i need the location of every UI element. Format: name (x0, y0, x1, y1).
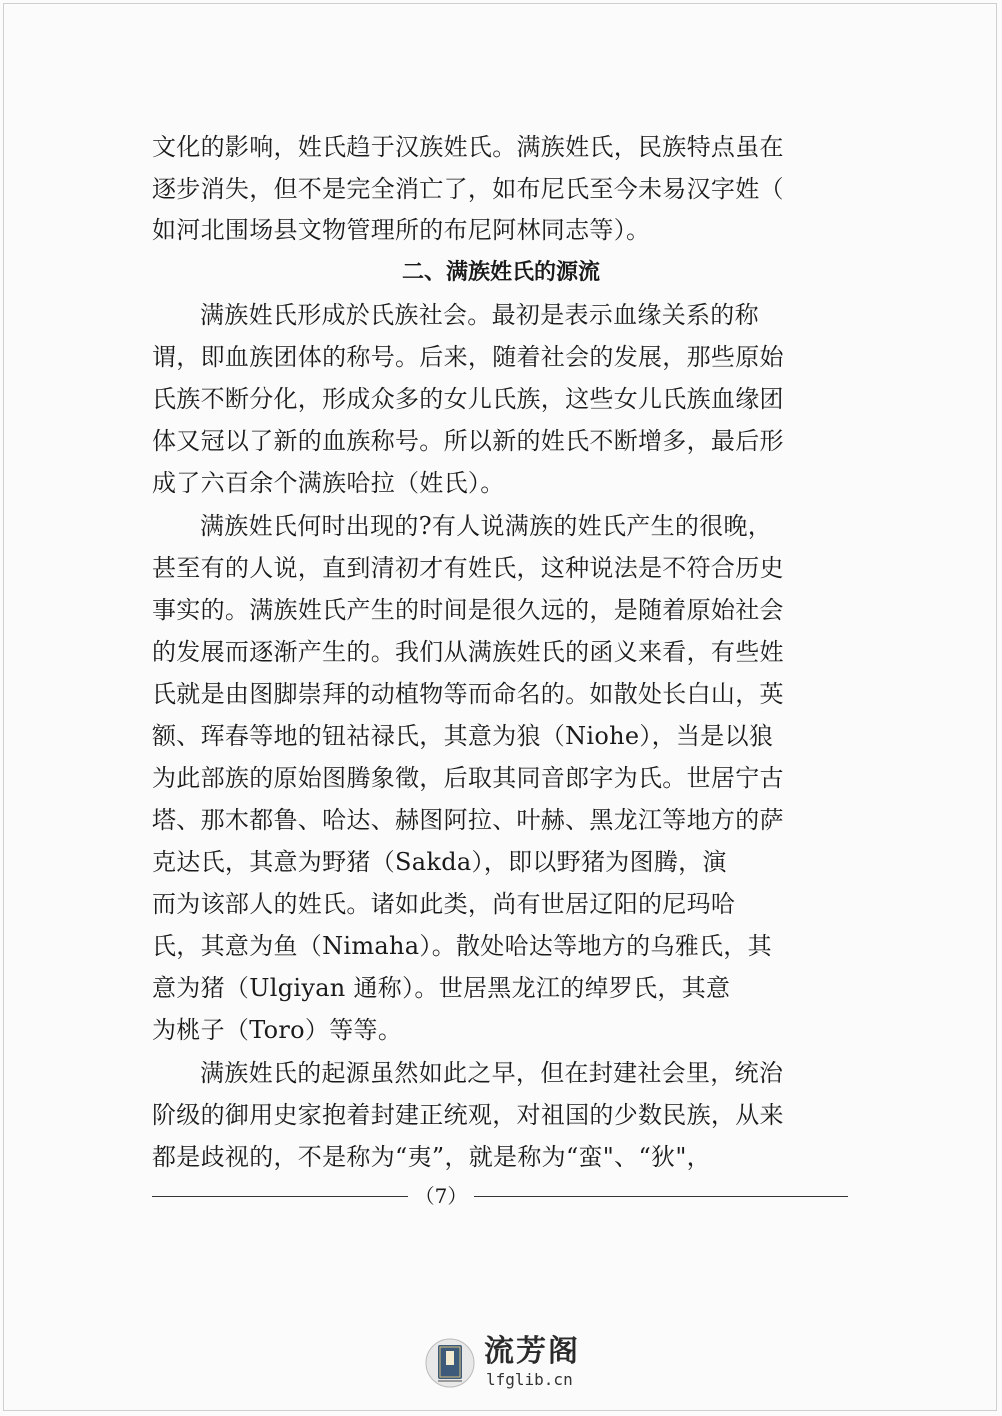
text-line: 事实的。满族姓氏产生的时间是很久远的，是随着原始社会 (152, 596, 784, 624)
book-icon (424, 1337, 476, 1389)
logo-en-text: lfglib.cn (486, 1370, 573, 1389)
text-line: 文化的影响，姓氏趋于汉族姓氏。满族姓氏，民族特点虽在 (152, 133, 784, 161)
text-line: 如河北围场县文物管理所的布尼阿林同志等）。 (152, 216, 651, 244)
text-line: 满族姓氏的起源虽然如此之早，但在封建社会里，统治 (200, 1059, 784, 1087)
text-line: 而为该部人的姓氏。诸如此类，尚有世居辽阳的尼玛哈 (152, 890, 736, 918)
footer-rule-right (474, 1196, 848, 1197)
text-line: 为此部族的原始图腾象徵，后取其同音郎字为氏。世居宁古 (152, 764, 784, 792)
text-line: 谓，即血族团体的称号。后来，随着社会的发展，那些原始 (152, 343, 784, 371)
site-logo (424, 1335, 584, 1391)
page-number: （7） (414, 1184, 468, 1208)
text-line: 氏就是由图脚崇拜的动植物等而命名的。如散处长白山，英 (152, 680, 784, 708)
text-line: 为桃子（Toro）等等。 (152, 1016, 403, 1044)
text-line: 塔、那木都鲁、哈达、赫图阿拉、叶赫、黑龙江等地方的萨 (152, 806, 784, 834)
text-line: 逐步消失，但不是完全消亡了，如布尼氏至今未易汉字姓（ (152, 175, 784, 203)
text-line: 满族姓氏形成於氏族社会。最初是表示血缘关系的称 (200, 301, 759, 329)
text-line: 甚至有的人说，直到清初才有姓氏，这种说法是不符合历史 (152, 554, 784, 582)
text-line: 额、珲春等地的钮祜禄氏，其意为狼（Niohe），当是以狼 (152, 722, 774, 750)
text-line: 的发展而逐渐产生的。我们从满族姓氏的函义来看，有些姓 (152, 638, 784, 666)
text-line: 意为猪（Ulgiyan 通称）。世居黑龙江的绰罗氏，其意 (152, 974, 731, 1002)
text-line: 氏，其意为鱼（Nimaha）。散处哈达等地方的乌雅氏，其 (152, 932, 772, 960)
text-line: 克达氏，其意为野猪（Sakda），即以野猪为图腾，演 (152, 848, 727, 876)
text-line: 阶级的御用史家抱着封建正统观，对祖国的少数民族，从来 (152, 1101, 784, 1129)
text-line: 成了六百余个满族哈拉（姓氏）。 (152, 469, 505, 497)
section-heading: 二、满族姓氏的源流 (401, 260, 600, 285)
footer-rule-left (152, 1196, 408, 1197)
text-line: 体又冠以了新的血族称号。所以新的姓氏不断增多，最后形 (152, 427, 784, 455)
logo-cn-text: 流芳阁 (484, 1334, 580, 1369)
text-line: 都是歧视的，不是称为“夷”，就是称为“蛮"、“狄"， (152, 1143, 711, 1171)
text-line: 满族姓氏何时出现的?有人说满族的姓氏产生的很晚， (200, 512, 773, 540)
text-line: 氏族不断分化，形成众多的女儿氏族，这些女儿氏族血缘团 (152, 385, 784, 413)
